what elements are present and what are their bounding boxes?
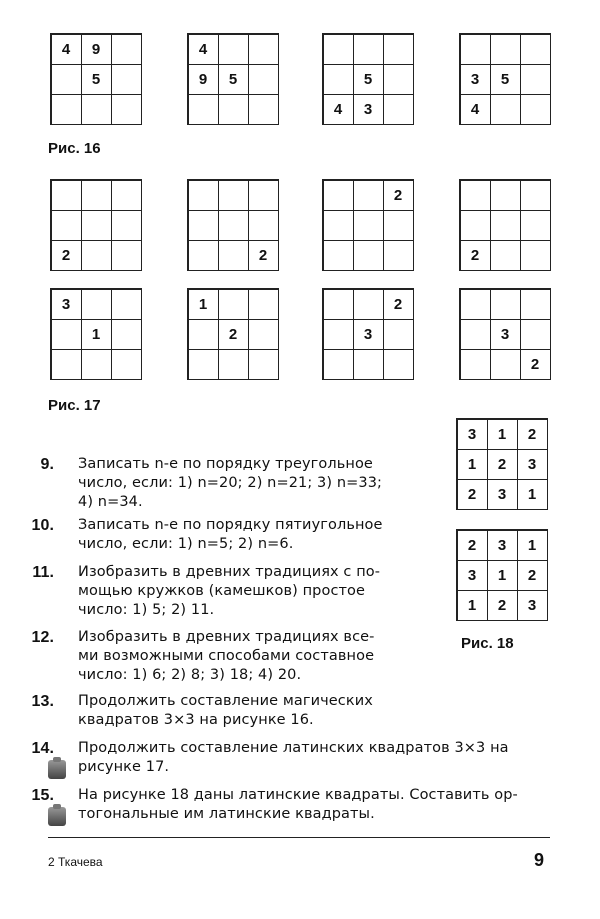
grid-cell: 2 [248,240,279,271]
grid-cell [520,289,551,320]
grid-cell: 1 [487,560,518,591]
task-text-line: число: 1) 5; 2) 11. [78,602,215,618]
grid-cell [460,319,491,350]
task-text-line: мощью кружков (камешков) простое [78,583,366,599]
fig17-grid-7 [322,288,414,380]
grid-cell [323,180,354,211]
grid-cell [490,289,521,320]
grid-cell [111,180,142,211]
grid-cell [51,64,82,95]
grid-cell: 2 [457,530,488,561]
grid-cell: 2 [51,240,82,271]
grid-cell: 1 [517,479,548,510]
grid-cell [248,64,279,95]
grid-cell: 3 [487,530,518,561]
grid-cell: 1 [457,449,488,480]
grid-cell [490,240,521,271]
grid-cell: 2 [218,319,249,350]
grid-cell [218,240,249,271]
grid-cell [383,240,414,271]
task-number: 10. [31,517,54,534]
difficulty-weight-icon [48,760,66,779]
task-9 [40,455,554,512]
grid-cell [520,319,551,350]
task-text-line: ми возможными способами составное [78,648,375,664]
fig16-grid-2 [187,33,279,125]
grid-cell: 5 [490,64,521,95]
grid-cell [51,319,82,350]
grid-cell [248,94,279,125]
task-11 [32,563,554,620]
grid-cell [520,94,551,125]
grid-cell [111,289,142,320]
task-text-line: число, если: 1) n=5; 2) n=6. [78,536,294,552]
grid-cell: 2 [457,479,488,510]
grid-cell: 4 [51,34,82,65]
task-text-line: Изобразить в древних традициях все- [78,629,375,645]
grid-cell: 2 [487,449,518,480]
task-text-line: Продолжить составление латинских квадратов 3×3 на [78,740,509,756]
task-text-line: На рисунке 18 даны латинские квадраты. Составить ор- [78,787,518,803]
grid-cell: 3 [517,449,548,480]
fig17-grid-3 [322,179,414,271]
grid-cell [460,210,491,241]
fig17-grid-2 [187,179,279,271]
grid-cell [460,349,491,380]
grid-cell [383,64,414,95]
grid-cell: 2 [517,560,548,591]
grid-cell [111,34,142,65]
fig16-caption: Рис. 16 [48,140,101,157]
grid-cell [111,210,142,241]
grid-cell: 5 [353,64,384,95]
task-text-line: рисунке 17. [78,759,170,775]
fig16-grid-3 [322,33,414,125]
task-text-line: 4) n=34. [78,494,143,510]
grid-cell [383,94,414,125]
grid-cell [81,94,112,125]
fig17-grid-5 [50,288,142,380]
grid-cell: 3 [517,590,548,621]
grid-cell [353,210,384,241]
fig17-grid-8 [459,288,551,380]
grid-cell [81,289,112,320]
grid-cell: 3 [353,319,384,350]
task-14 [31,739,564,777]
grid-cell [460,289,491,320]
grid-cell [520,180,551,211]
grid-cell [353,349,384,380]
grid-cell: 1 [457,590,488,621]
grid-cell [218,94,249,125]
fig16-grid-4 [459,33,551,125]
fig16-grid-1 [50,33,142,125]
fig17-grid-6 [187,288,279,380]
grid-cell: 2 [487,590,518,621]
grid-cell [248,289,279,320]
grid-cell: 2 [383,180,414,211]
grid-cell [323,210,354,241]
grid-cell [490,210,521,241]
grid-cell [383,210,414,241]
fig18-caption: Рис. 18 [461,635,514,652]
task-text-line: Изобразить в древних традициях с по- [78,564,381,580]
grid-cell [81,349,112,380]
task-12 [31,628,554,685]
grid-cell [111,64,142,95]
grid-cell [218,210,249,241]
grid-cell: 1 [81,319,112,350]
grid-cell [520,240,551,271]
grid-cell [81,240,112,271]
grid-cell: 3 [460,64,491,95]
grid-cell [188,94,219,125]
grid-cell [490,180,521,211]
grid-cell [51,180,82,211]
grid-cell [111,94,142,125]
grid-cell [248,34,279,65]
task-text-line: число: 1) 6; 2) 8; 3) 18; 4) 20. [78,667,302,683]
grid-cell [353,240,384,271]
grid-cell [520,210,551,241]
page-number: 9 [534,850,545,870]
grid-cell [51,349,82,380]
grid-cell [460,34,491,65]
grid-cell [323,349,354,380]
grid-cell [51,94,82,125]
grid-cell [188,319,219,350]
grid-cell [218,180,249,211]
grid-cell: 1 [517,530,548,561]
grid-cell: 2 [520,349,551,380]
grid-cell [111,349,142,380]
grid-cell: 3 [51,289,82,320]
grid-cell [383,349,414,380]
footer-signature: 2 Ткачева [48,855,103,869]
grid-cell [323,319,354,350]
task-15 [31,786,564,824]
grid-cell [218,34,249,65]
grid-cell [248,180,279,211]
grid-cell: 3 [490,319,521,350]
task-text-line: Продолжить составление магических [78,693,373,709]
footer-rule [48,837,550,838]
grid-cell: 3 [487,479,518,510]
grid-cell [323,34,354,65]
grid-cell [81,180,112,211]
grid-cell [490,349,521,380]
grid-cell [188,349,219,380]
grid-cell: 5 [218,64,249,95]
grid-cell [248,349,279,380]
grid-cell [188,240,219,271]
grid-cell: 1 [188,289,219,320]
grid-cell [383,319,414,350]
grid-cell: 3 [457,419,488,450]
grid-cell [323,289,354,320]
grid-cell: 5 [81,64,112,95]
grid-cell [353,180,384,211]
grid-cell: 3 [457,560,488,591]
grid-cell [81,210,112,241]
grid-cell [460,180,491,211]
grid-cell [248,210,279,241]
task-13 [31,692,554,730]
grid-cell [353,289,384,320]
grid-cell [218,289,249,320]
task-10 [31,516,554,554]
grid-cell: 1 [487,419,518,450]
grid-cell [323,240,354,271]
task-number: 14. [31,740,54,757]
grid-cell: 2 [517,419,548,450]
grid-cell: 9 [81,34,112,65]
task-number: 15. [31,787,54,804]
fig17-caption: Рис. 17 [48,397,101,414]
difficulty-weight-icon [48,807,66,826]
grid-cell [188,180,219,211]
grid-cell [323,64,354,95]
grid-cell [248,319,279,350]
grid-cell [520,64,551,95]
grid-cell: 4 [188,34,219,65]
grid-cell: 2 [460,240,491,271]
task-number: 9. [40,456,54,473]
grid-cell [490,94,521,125]
task-text-line: число, если: 1) n=20; 2) n=21; 3) n=33; [78,475,383,491]
grid-cell: 9 [188,64,219,95]
task-number: 13. [31,693,54,710]
grid-cell: 4 [460,94,491,125]
grid-cell [188,210,219,241]
task-text-line: квадратов 3×3 на рисунке 16. [78,712,314,728]
grid-cell: 4 [323,94,354,125]
grid-cell [218,349,249,380]
fig17-grid-4 [459,179,551,271]
grid-cell [111,240,142,271]
grid-cell [111,319,142,350]
task-number: 12. [31,629,54,646]
grid-cell: 3 [353,94,384,125]
grid-cell [51,210,82,241]
grid-cell [520,34,551,65]
grid-cell: 2 [383,289,414,320]
task-text-line: Записать n-е по порядку пятиугольное [78,517,383,533]
task-text-line: Записать n-е по порядку треугольное [78,456,373,472]
grid-cell [353,34,384,65]
grid-cell [383,34,414,65]
fig17-grid-1 [50,179,142,271]
task-number: 11. [32,564,54,581]
task-text-line: тогональные им латинские квадраты. [78,806,375,822]
grid-cell [490,34,521,65]
